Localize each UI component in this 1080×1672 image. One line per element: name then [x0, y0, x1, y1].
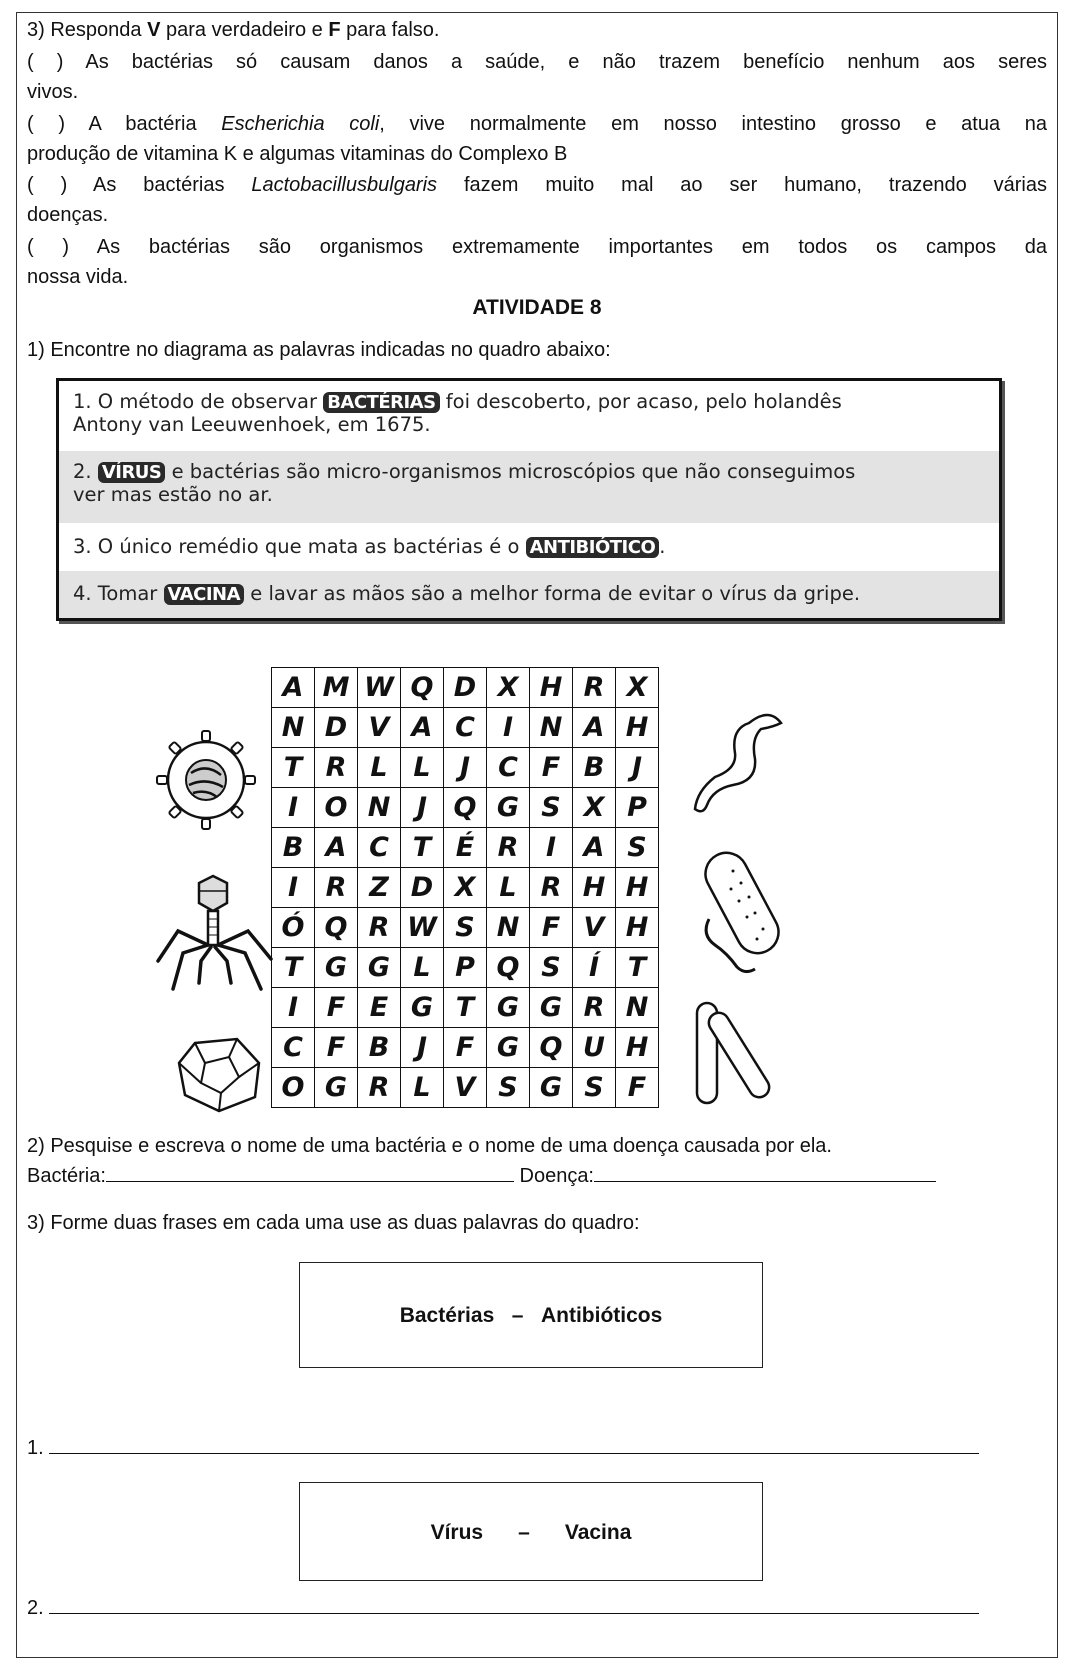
grid-cell[interactable]: R	[530, 868, 573, 908]
grid-cell[interactable]: D	[401, 868, 444, 908]
bacillus-flagellum-icon	[697, 849, 797, 979]
grid-cell[interactable]: S	[573, 1068, 616, 1108]
grid-cell[interactable]: H	[616, 708, 659, 748]
grid-cell[interactable]: É	[444, 828, 487, 868]
worksheet	[16, 12, 1058, 1658]
grid-cell[interactable]: T	[401, 828, 444, 868]
grid-cell[interactable]: B	[358, 1028, 401, 1068]
grid-cell[interactable]: S	[487, 1068, 530, 1108]
grid-cell[interactable]: V	[444, 1068, 487, 1108]
grid-row	[272, 668, 659, 708]
grid-cell[interactable]: R	[315, 868, 358, 908]
grid-row	[272, 948, 659, 988]
grid-cell[interactable]: O	[272, 1068, 315, 1108]
grid-cell[interactable]: G	[315, 948, 358, 988]
grid-cell[interactable]: G	[315, 1068, 358, 1108]
grid-cell[interactable]: L	[358, 748, 401, 788]
grid-cell[interactable]: D	[444, 668, 487, 708]
grid-cell[interactable]: A	[315, 828, 358, 868]
grid-cell[interactable]: R	[573, 988, 616, 1028]
grid-cell[interactable]: N	[272, 708, 315, 748]
grid-cell[interactable]: I	[487, 708, 530, 748]
grid-row	[272, 868, 659, 908]
grid-cell[interactable]: W	[401, 908, 444, 948]
tf-title: 3) Responda V para verdadeiro e F para falso.	[27, 19, 440, 41]
grid-cell[interactable]: P	[444, 948, 487, 988]
grid-cell[interactable]: C	[444, 708, 487, 748]
grid-cell[interactable]: F	[315, 988, 358, 1028]
grid-cell[interactable]: I	[272, 868, 315, 908]
grid-cell[interactable]: R	[315, 748, 358, 788]
q3-instruction: 3) Forme duas frases em cada uma use as duas palavras do quadro:	[27, 1212, 640, 1234]
clue-1: 1. O método de observar BACTÉRIAS foi descoberto, por acaso, pelo holandês Antony van Leeuwenhoek, em 1675.	[59, 381, 999, 451]
tf-statement-3-cont: doenças.	[27, 204, 109, 226]
grid-cell[interactable]: Z	[358, 868, 401, 908]
grid-cell[interactable]: R	[487, 828, 530, 868]
grid-cell[interactable]: Q	[315, 908, 358, 948]
grid-cell[interactable]: N	[530, 708, 573, 748]
grid-cell[interactable]: Í	[573, 948, 616, 988]
grid-cell[interactable]: R	[573, 668, 616, 708]
grid-cell[interactable]: J	[401, 1028, 444, 1068]
grid-cell[interactable]: Q	[487, 948, 530, 988]
rod-bacteria-icon	[689, 1001, 779, 1111]
grid-row	[272, 908, 659, 948]
grid-cell[interactable]: J	[616, 748, 659, 788]
word-clues-box	[56, 378, 1002, 621]
grid-cell[interactable]: Q	[401, 668, 444, 708]
grid-row	[272, 988, 659, 1028]
grid-cell[interactable]: A	[401, 708, 444, 748]
grid-cell[interactable]: S	[444, 908, 487, 948]
sentence-2-blank[interactable]	[49, 1595, 979, 1614]
grid-cell[interactable]: F	[315, 1028, 358, 1068]
grid-cell[interactable]: X	[444, 868, 487, 908]
sentence-line-2: 2.	[27, 1595, 979, 1620]
grid-cell[interactable]: J	[401, 788, 444, 828]
spirillum-icon	[689, 709, 789, 819]
grid-cell[interactable]: F	[530, 748, 573, 788]
grid-cell[interactable]: B	[573, 748, 616, 788]
grid-row	[272, 748, 659, 788]
tf-statement-1: ( ) As bactérias só causam danos a saúde, e não trazem benefício nenhum aos seres	[27, 51, 1047, 73]
virus-icon	[151, 725, 261, 835]
grid-cell[interactable]: E	[358, 988, 401, 1028]
grid-cell[interactable]: W	[358, 668, 401, 708]
grid-cell[interactable]: T	[272, 748, 315, 788]
grid-cell[interactable]: X	[573, 788, 616, 828]
grid-cell[interactable]: R	[358, 1068, 401, 1108]
grid-cell[interactable]: U	[573, 1028, 616, 1068]
clue-3: 3. O único remédio que mata as bactérias é o ANTIBIÓTICO .	[59, 523, 999, 571]
grid-cell[interactable]: Q	[530, 1028, 573, 1068]
grid-cell[interactable]: G	[358, 948, 401, 988]
grid-cell[interactable]: H	[530, 668, 573, 708]
grid-cell[interactable]: Ó	[272, 908, 315, 948]
grid-cell[interactable]: I	[272, 788, 315, 828]
grid-cell[interactable]: T	[616, 948, 659, 988]
grid-cell[interactable]: V	[358, 708, 401, 748]
grid-row	[272, 788, 659, 828]
grid-cell[interactable]: N	[358, 788, 401, 828]
bacteria-answer-blank[interactable]	[106, 1163, 514, 1182]
grid-cell[interactable]: C	[272, 1028, 315, 1068]
grid-cell[interactable]: I	[272, 988, 315, 1028]
grid-cell[interactable]: Q	[444, 788, 487, 828]
grid-cell[interactable]: N	[616, 988, 659, 1028]
grid-cell[interactable]: G	[487, 788, 530, 828]
sentence-line-1: 1.	[27, 1435, 979, 1460]
grid-cell[interactable]: X	[616, 668, 659, 708]
grid-row	[272, 1068, 659, 1108]
grid-cell[interactable]: H	[573, 868, 616, 908]
tf-statement-2: ( ) A bactéria Escherichia coli, vive normalmente em nosso intestino grosso e atua na	[27, 113, 1047, 135]
grid-cell[interactable]: S	[616, 828, 659, 868]
grid-cell[interactable]: F	[444, 1028, 487, 1068]
clue-word-antibiotico: ANTIBIÓTICO	[526, 537, 660, 558]
grid-cell[interactable]: O	[315, 788, 358, 828]
word-box-virus-vacina: Vírus – Vacina	[299, 1482, 763, 1581]
disease-answer-blank[interactable]	[594, 1163, 936, 1182]
grid-cell[interactable]: P	[616, 788, 659, 828]
grid-cell[interactable]: T	[272, 948, 315, 988]
tf-statement-3: ( ) As bactérias Lactobacillusbulgaris fazem muito mal ao ser humano, trazendo várias	[27, 174, 1048, 196]
clue-word-virus: VÍRUS	[98, 462, 166, 483]
sentence-1-blank[interactable]	[49, 1435, 979, 1454]
grid-cell[interactable]: S	[530, 788, 573, 828]
tf-statement-2-cont: produção de vitamina K e algumas vitaminas do Complexo B	[27, 143, 568, 165]
grid-cell[interactable]: R	[358, 908, 401, 948]
grid-cell[interactable]: J	[444, 748, 487, 788]
grid-cell[interactable]: C	[358, 828, 401, 868]
tf-statement-4-cont: nossa vida.	[27, 266, 129, 288]
grid-cell[interactable]: B	[272, 828, 315, 868]
grid-cell[interactable]: T	[444, 988, 487, 1028]
clue-word-bacterias: BACTÉRIAS	[323, 392, 439, 413]
activity-title: ATIVIDADE 8	[472, 296, 602, 319]
grid-row	[272, 708, 659, 748]
clue-2: 2. VÍRUS e bactérias são micro-organismos microscópios que não conseguimos ver mas estão no ar.	[59, 451, 999, 523]
grid-cell[interactable]: G	[487, 1028, 530, 1068]
grid-cell[interactable]: G	[530, 988, 573, 1028]
grid-cell[interactable]: G	[530, 1068, 573, 1108]
grid-cell[interactable]: V	[573, 908, 616, 948]
grid-cell[interactable]: C	[487, 748, 530, 788]
grid-cell[interactable]: I	[530, 828, 573, 868]
grid-cell[interactable]: H	[616, 868, 659, 908]
grid-cell[interactable]: D	[315, 708, 358, 748]
grid-cell[interactable]: H	[616, 908, 659, 948]
grid-cell[interactable]: L	[401, 948, 444, 988]
q2-instruction: 2) Pesquise e escreva o nome de uma bactéria e o nome de uma doença causada por ela.	[27, 1135, 832, 1157]
tf-statement-1-cont: vivos.	[27, 81, 79, 103]
q2-answers: Bactéria: Doença:	[27, 1163, 936, 1188]
q1-instruction: 1) Encontre no diagrama as palavras indicadas no quadro abaixo:	[27, 339, 611, 361]
grid-row	[272, 1028, 659, 1068]
grid-cell[interactable]: L	[401, 748, 444, 788]
grid-cell[interactable]: F	[530, 908, 573, 948]
grid-cell[interactable]: N	[487, 908, 530, 948]
grid-row	[272, 828, 659, 868]
grid-cell[interactable]: A	[272, 668, 315, 708]
grid-cell[interactable]: F	[616, 1068, 659, 1108]
grid-cell[interactable]: X	[487, 668, 530, 708]
grid-cell[interactable]: M	[315, 668, 358, 708]
crystal-virus-icon	[175, 1035, 265, 1115]
tf-statement-4: ( ) As bactérias são organismos extremamente importantes em todos os campos da	[27, 236, 1047, 258]
grid-cell[interactable]: L	[401, 1068, 444, 1108]
clue-word-vacina: VACINA	[164, 584, 245, 605]
grid-cell[interactable]: H	[616, 1028, 659, 1068]
clue-4: 4. Tomar VACINA e lavar as mãos são a melhor forma de evitar o vírus da gripe.	[59, 571, 999, 618]
grid-cell[interactable]: G	[487, 988, 530, 1028]
grid-cell[interactable]: A	[573, 708, 616, 748]
word-box-bacterias-antibioticos: Bactérias – Antibióticos	[299, 1262, 763, 1368]
grid-cell[interactable]: S	[530, 948, 573, 988]
grid-cell[interactable]: L	[487, 868, 530, 908]
grid-cell[interactable]: A	[573, 828, 616, 868]
word-search-grid	[271, 667, 659, 1108]
grid-cell[interactable]: G	[401, 988, 444, 1028]
